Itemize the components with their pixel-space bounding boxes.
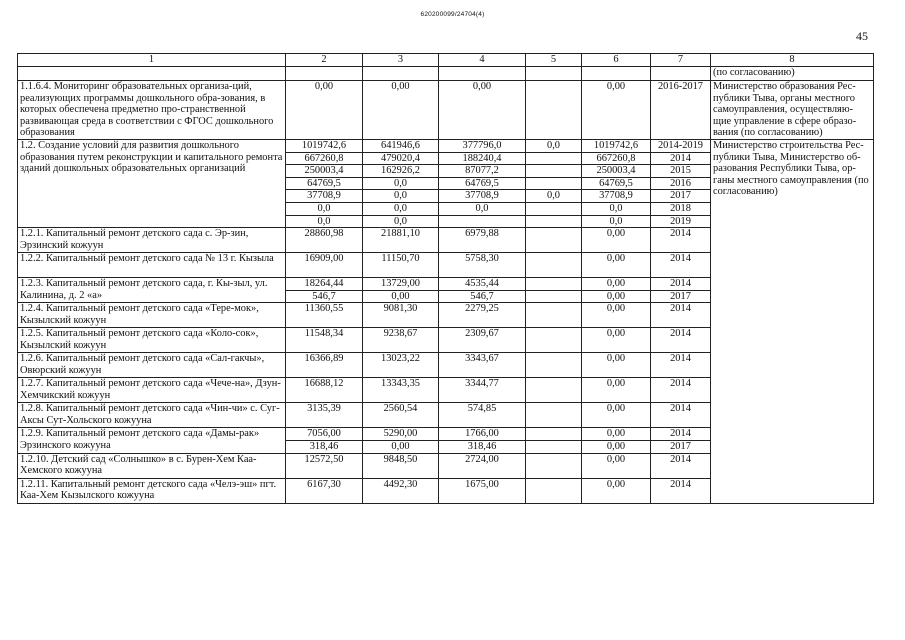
republic-cell: 318,46 bbox=[439, 440, 526, 453]
local-cell bbox=[526, 165, 582, 178]
total-cell: 1019742,6 bbox=[286, 140, 363, 153]
federal-cell: 0,0 bbox=[363, 202, 439, 215]
local-cell bbox=[526, 303, 582, 328]
other-cell: 37708,9 bbox=[582, 190, 651, 203]
total-cell: 16688,12 bbox=[286, 378, 363, 403]
local-cell bbox=[526, 202, 582, 215]
period-cell: 2016-2017 bbox=[651, 81, 711, 140]
other-cell: 0,00 bbox=[582, 440, 651, 453]
local-cell bbox=[526, 215, 582, 228]
other-cell: 0,00 bbox=[582, 478, 651, 503]
other-cell: 0,00 bbox=[582, 278, 651, 291]
header-cell: 8 bbox=[711, 54, 874, 67]
empty-cell bbox=[363, 67, 439, 81]
local-cell bbox=[526, 228, 582, 253]
local-cell: 0,0 bbox=[526, 140, 582, 153]
federal-cell: 4492,30 bbox=[363, 478, 439, 503]
republic-cell: 87077,2 bbox=[439, 165, 526, 178]
federal-cell: 0,00 bbox=[363, 290, 439, 303]
total-cell: 16909,00 bbox=[286, 253, 363, 278]
federal-cell: 0,0 bbox=[363, 215, 439, 228]
local-cell bbox=[526, 290, 582, 303]
federal-cell: 0,00 bbox=[363, 440, 439, 453]
header-cell: 5 bbox=[526, 54, 582, 67]
republic-cell: 574,85 bbox=[439, 403, 526, 428]
other-cell: 64769,5 bbox=[582, 177, 651, 190]
republic-cell: 188240,4 bbox=[439, 152, 526, 165]
total-cell: 0,00 bbox=[286, 81, 363, 140]
period-cell: 2017 bbox=[651, 440, 711, 453]
measure-description: 1.1.6.4. Мониторинг образовательных организа-ций, реализующих программы дошкольного обра-зования, в которых обеспечена предметно про-странственной развивающая среда в соответствии с ФГОС дошкольного образования bbox=[18, 81, 286, 140]
period-cell: 2017 bbox=[651, 190, 711, 203]
period-cell: 2014-2019 bbox=[651, 140, 711, 153]
republic-cell: 2309,67 bbox=[439, 328, 526, 353]
federal-cell: 0,0 bbox=[363, 177, 439, 190]
measure-description: 1.2. Создание условий для развития дошкольного образования путем реконструкции и капитального ремонта зданий дошкольных образовательных организаций bbox=[18, 140, 286, 228]
federal-cell: 0,00 bbox=[363, 81, 439, 140]
other-cell: 0,00 bbox=[582, 428, 651, 441]
total-cell: 11548,34 bbox=[286, 328, 363, 353]
measure-description: 1.2.1. Капитальный ремонт детского сада с. Эр-зин, Эрзинский кожуун bbox=[18, 228, 286, 253]
local-cell bbox=[526, 152, 582, 165]
federal-cell: 641946,6 bbox=[363, 140, 439, 153]
measure-description: 1.2.11. Капитальный ремонт детского сада «Челэ-эш» пгт. Каа-Хем Кызылского кожууна bbox=[18, 478, 286, 503]
federal-cell: 21881,10 bbox=[363, 228, 439, 253]
total-cell: 546,7 bbox=[286, 290, 363, 303]
measure-description: 1.2.4. Капитальный ремонт детского сада «Тере-мок», Кызылский кожуун bbox=[18, 303, 286, 328]
executor-cell: Министерство строительства Рес-публики Тыва, Министерство об-разования Республики Тыва, ор-ганы местного самоуправления (по согласованию) bbox=[711, 140, 874, 504]
period-cell: 2014 bbox=[651, 478, 711, 503]
total-cell: 12572,50 bbox=[286, 453, 363, 478]
other-cell: 0,00 bbox=[582, 453, 651, 478]
period-cell: 2019 bbox=[651, 215, 711, 228]
measure-description: 1.2.8. Капитальный ремонт детского сада «Чин-чи» с. Суг-Аксы Сут-Хольского кожууна bbox=[18, 403, 286, 428]
local-cell bbox=[526, 81, 582, 140]
republic-cell: 1675,00 bbox=[439, 478, 526, 503]
measure-description: 1.2.2. Капитальный ремонт детского сада № 13 г. Кызыла bbox=[18, 253, 286, 278]
period-cell: 2014 bbox=[651, 378, 711, 403]
republic-cell: 1766,00 bbox=[439, 428, 526, 441]
republic-cell: 0,0 bbox=[439, 202, 526, 215]
other-cell: 0,00 bbox=[582, 328, 651, 353]
federal-cell: 0,0 bbox=[363, 190, 439, 203]
local-cell bbox=[526, 453, 582, 478]
header-cell: 7 bbox=[651, 54, 711, 67]
period-cell: 2016 bbox=[651, 177, 711, 190]
empty-cell bbox=[526, 67, 582, 81]
total-cell: 16366,89 bbox=[286, 353, 363, 378]
header-cell: 3 bbox=[363, 54, 439, 67]
measure-description: 1.2.3. Капитальный ремонт детского сада, г. Кы-зыл, ул. Калинина, д. 2 «а» bbox=[18, 278, 286, 303]
total-cell: 0,0 bbox=[286, 215, 363, 228]
empty-cell bbox=[582, 67, 651, 81]
republic-cell: 64769,5 bbox=[439, 177, 526, 190]
republic-cell: 546,7 bbox=[439, 290, 526, 303]
period-cell: 2014 bbox=[651, 303, 711, 328]
period-cell: 2014 bbox=[651, 253, 711, 278]
republic-cell: 2279,25 bbox=[439, 303, 526, 328]
measure-description: 1.2.6. Капитальный ремонт детского сада «Сал-гакчы», Овюрский кожуун bbox=[18, 353, 286, 378]
republic-cell: 2724,00 bbox=[439, 453, 526, 478]
measure-description: 1.2.10. Детский сад «Солнышко» в с. Бурен-Хем Каа-Хемского кожууна bbox=[18, 453, 286, 478]
header-row bbox=[18, 54, 874, 67]
federal-cell: 9848,50 bbox=[363, 453, 439, 478]
executor-cell: Министерство образования Рес-публики Тыва, органы местного самоуправления, осуществляю-щие управление в сфере образо-вания (по согласованию) bbox=[711, 81, 874, 140]
republic-cell: 6979,88 bbox=[439, 228, 526, 253]
federal-cell: 13729,00 bbox=[363, 278, 439, 291]
period-cell: 2018 bbox=[651, 202, 711, 215]
period-cell: 2017 bbox=[651, 290, 711, 303]
federal-cell: 13023,22 bbox=[363, 353, 439, 378]
total-cell: 667260,8 bbox=[286, 152, 363, 165]
table-row bbox=[18, 81, 874, 140]
empty-cell bbox=[18, 67, 286, 81]
empty-cell bbox=[651, 67, 711, 81]
other-cell: 667260,8 bbox=[582, 152, 651, 165]
local-cell bbox=[526, 177, 582, 190]
plan-table bbox=[17, 53, 874, 504]
other-cell: 0,0 bbox=[582, 202, 651, 215]
header-cell: 6 bbox=[582, 54, 651, 67]
period-cell: 2014 bbox=[651, 353, 711, 378]
local-cell bbox=[526, 278, 582, 291]
total-cell: 11360,55 bbox=[286, 303, 363, 328]
document-id: 620200099/24704(4) bbox=[420, 11, 485, 18]
federal-cell: 9238,67 bbox=[363, 328, 439, 353]
local-cell bbox=[526, 428, 582, 441]
header-cell: 2 bbox=[286, 54, 363, 67]
local-cell bbox=[526, 440, 582, 453]
period-cell: 2014 bbox=[651, 152, 711, 165]
period-cell: 2014 bbox=[651, 403, 711, 428]
republic-cell: 5758,30 bbox=[439, 253, 526, 278]
total-cell: 37708,9 bbox=[286, 190, 363, 203]
empty-cell bbox=[439, 67, 526, 81]
page-number: 45 bbox=[856, 29, 868, 43]
federal-cell: 5290,00 bbox=[363, 428, 439, 441]
other-cell: 0,00 bbox=[582, 378, 651, 403]
empty-cell bbox=[286, 67, 363, 81]
period-cell: 2015 bbox=[651, 165, 711, 178]
total-cell: 250003,4 bbox=[286, 165, 363, 178]
other-cell: 0,00 bbox=[582, 403, 651, 428]
other-cell: 0,00 bbox=[582, 81, 651, 140]
total-cell: 64769,5 bbox=[286, 177, 363, 190]
other-cell: 250003,4 bbox=[582, 165, 651, 178]
total-cell: 3135,39 bbox=[286, 403, 363, 428]
other-cell: 0,00 bbox=[582, 353, 651, 378]
period-cell: 2014 bbox=[651, 453, 711, 478]
other-cell: 0,00 bbox=[582, 253, 651, 278]
federal-cell: 11150,70 bbox=[363, 253, 439, 278]
other-cell: 0,00 bbox=[582, 303, 651, 328]
local-cell bbox=[526, 478, 582, 503]
local-cell bbox=[526, 403, 582, 428]
republic-cell: 37708,9 bbox=[439, 190, 526, 203]
period-cell: 2014 bbox=[651, 428, 711, 441]
local-cell bbox=[526, 353, 582, 378]
period-cell: 2014 bbox=[651, 278, 711, 291]
total-cell: 7056,00 bbox=[286, 428, 363, 441]
federal-cell: 162926,2 bbox=[363, 165, 439, 178]
republic-cell: 0,00 bbox=[439, 81, 526, 140]
republic-cell: 3343,67 bbox=[439, 353, 526, 378]
period-cell: 2014 bbox=[651, 328, 711, 353]
total-cell: 6167,30 bbox=[286, 478, 363, 503]
local-cell: 0,0 bbox=[526, 190, 582, 203]
total-cell: 0,0 bbox=[286, 202, 363, 215]
other-cell: 0,00 bbox=[582, 228, 651, 253]
header-cell: 4 bbox=[439, 54, 526, 67]
other-cell: 1019742,6 bbox=[582, 140, 651, 153]
local-cell bbox=[526, 328, 582, 353]
other-cell: 0,0 bbox=[582, 215, 651, 228]
federal-cell: 9081,30 bbox=[363, 303, 439, 328]
executor-cell: (по согласованию) bbox=[711, 67, 874, 81]
local-cell bbox=[526, 253, 582, 278]
measure-description: 1.2.7. Капитальный ремонт детского сада «Чече-на», Дзун-Хемчикский кожуун bbox=[18, 378, 286, 403]
republic-cell: 4535,44 bbox=[439, 278, 526, 291]
local-cell bbox=[526, 378, 582, 403]
period-cell: 2014 bbox=[651, 228, 711, 253]
other-cell: 0,00 bbox=[582, 290, 651, 303]
measure-description: 1.2.9. Капитальный ремонт детского сада «Дамы-рак» Эрзинского кожууна bbox=[18, 428, 286, 453]
continuation-row bbox=[18, 67, 874, 81]
total-cell: 318,46 bbox=[286, 440, 363, 453]
measure-description: 1.2.5. Капитальный ремонт детского сада «Коло-сок», Кызылский кожуун bbox=[18, 328, 286, 353]
total-cell: 28860,98 bbox=[286, 228, 363, 253]
header-cell: 1 bbox=[18, 54, 286, 67]
program-row bbox=[18, 140, 874, 153]
total-cell: 18264,44 bbox=[286, 278, 363, 291]
republic-cell: 3344,77 bbox=[439, 378, 526, 403]
federal-cell: 2560,54 bbox=[363, 403, 439, 428]
republic-cell bbox=[439, 215, 526, 228]
federal-cell: 479020,4 bbox=[363, 152, 439, 165]
federal-cell: 13343,35 bbox=[363, 378, 439, 403]
republic-cell: 377796,0 bbox=[439, 140, 526, 153]
